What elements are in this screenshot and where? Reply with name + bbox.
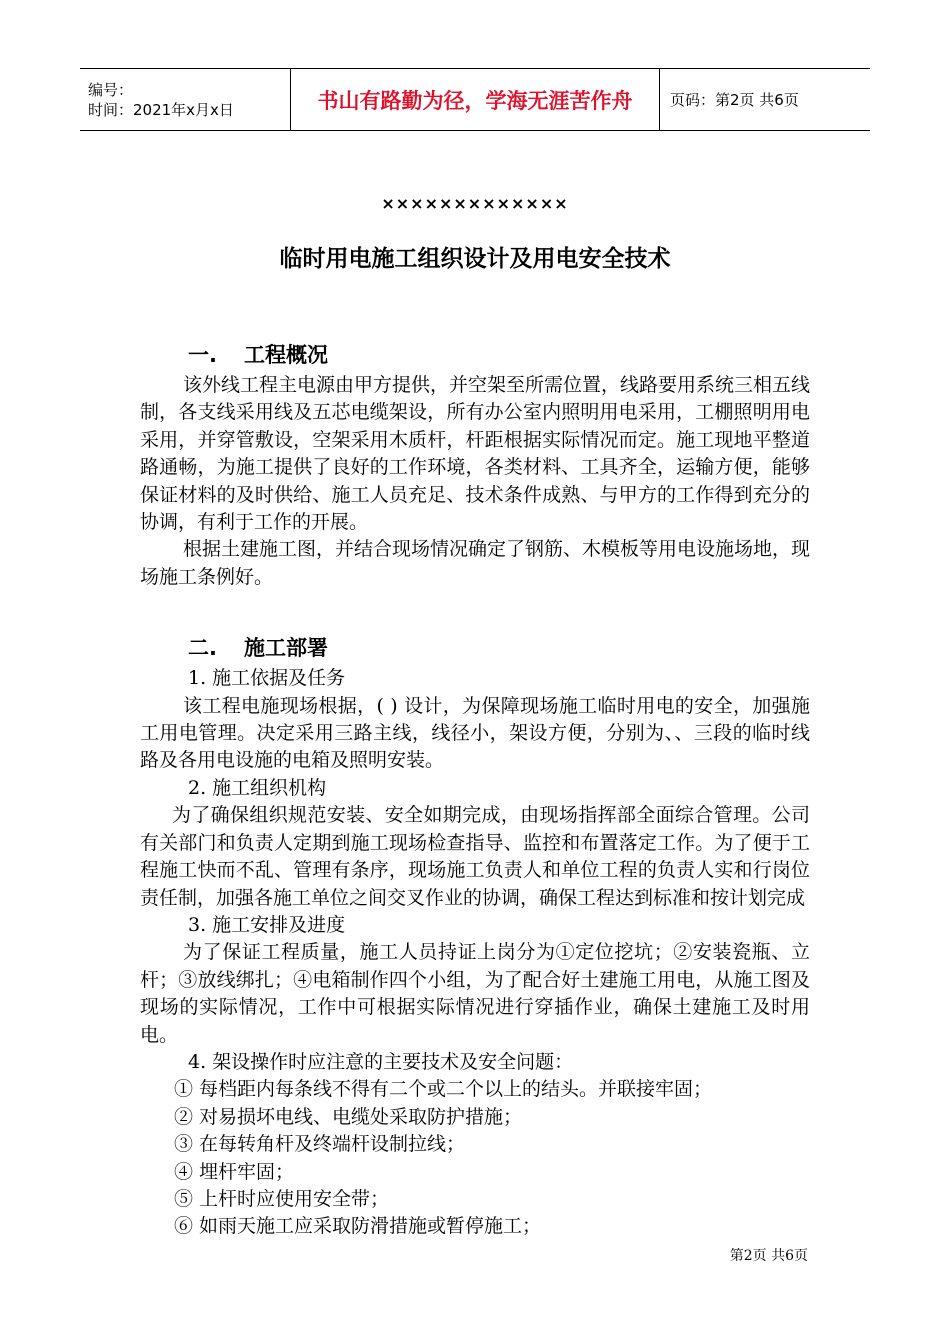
section-number: 二. <box>188 636 217 661</box>
document-body <box>140 338 810 1241</box>
list-item: ⑥ 如雨天施工应采取防滑措施或暂停施工； <box>174 1215 542 1238</box>
list-item: ② 对易损坏电线、电缆处采取防护措施； <box>174 1105 523 1128</box>
subsection-heading: 2. 施工组织机构 <box>188 776 327 799</box>
list-item: ④ 埋杆牢固； <box>174 1160 295 1183</box>
document-title: 临时用电施工组织设计及用电安全技术 <box>279 246 671 272</box>
code-label: 编号： <box>88 80 134 99</box>
page-label: 页码：第2页 共6页 <box>670 91 799 109</box>
list-item: ① 每档距内每条线不得有二个或二个以上的结头。并联接牢固； <box>174 1078 713 1101</box>
page-footer: 第2页 共6页 <box>729 1248 808 1264</box>
project-name-placeholder: ××××××××××××× <box>381 194 569 213</box>
subsection-heading: 1. 施工依据及任务 <box>188 667 346 690</box>
subsection-heading: 4. 架设操作时应注意的主要技术及安全问题： <box>188 1050 574 1073</box>
section-heading-deployment <box>140 631 810 665</box>
header-page-number <box>660 69 870 130</box>
list-item: ⑤ 上杆时应使用安全带； <box>174 1187 390 1210</box>
date-label: 时间：2021年x月x日 <box>88 100 234 119</box>
section-title: 施工部署 <box>244 636 328 661</box>
paragraph: 该外线工程主电源由甲方提供，并空架至所需位置，线路要用系统三相五线制，各支线采用线及五芯电缆架设，所有办公室内照明用电采用，工棚照明用电采用，并穿管敷设，空架采用木质杆，杆距根据实际情况而定。施工现地平整道路通畅，为施工提供了良好的工作环境，各类材料、工具齐全，运输方便，能够保证材料的及时供给、施工人员充足、技术条件成熟、与甲方的工作得到充分的协调，有利于工作的开展。 <box>140 374 811 534</box>
header-motto <box>290 69 660 130</box>
motto-text: 书山有路勤为径，学海无涯苦作舟 <box>317 88 633 113</box>
page-header <box>80 68 870 131</box>
subsection-heading: 3. 施工安排及进度 <box>188 913 346 936</box>
list-item: ③ 在每转角杆及终端杆设制拉线； <box>174 1133 466 1156</box>
section-number: 一. <box>188 343 217 367</box>
header-meta <box>80 69 290 130</box>
section-title: 工程概况 <box>244 343 328 367</box>
paragraph: 为了确保组织规范安装、安全如期完成，由现场指挥部全面综合管理。公司有关部门和负责人定期到施工现场检查指导、监控和布置落定工作。为了便于工程施工快而不乱、管理有条序，现场施工负责人和单位工程的负责人实和行岗位责任制，加强各施工单位之间交叉作业的协调，确保工程达到标准和按计划完成 <box>140 804 810 909</box>
paragraph: 为了保证工程质量，施工人员持证上岗分为①定位挖坑；②安装瓷瓶、立杆；③放线绑扎；④电箱制作四个小组，为了配合好土建施工用电，从施工图及现场的实际情况，工作中可根据实际情况进行穿插作业，确保土建施工及时用电。 <box>140 941 810 1046</box>
paragraph: 该工程电施现场根据，( ) 设计，为保障现场施工临时用电的安全，加强施工用电管理。决定采用三路主线，线径小，架设方便，分别为、、三段的临时线路及各用电设施的电箱及照明安装。 <box>140 694 810 772</box>
section-heading-overview <box>140 338 810 372</box>
paragraph: 根据土建施工图，并结合现场情况确定了钢筋、木模板等用电设施场地，现场施工条例好。 <box>140 538 811 588</box>
